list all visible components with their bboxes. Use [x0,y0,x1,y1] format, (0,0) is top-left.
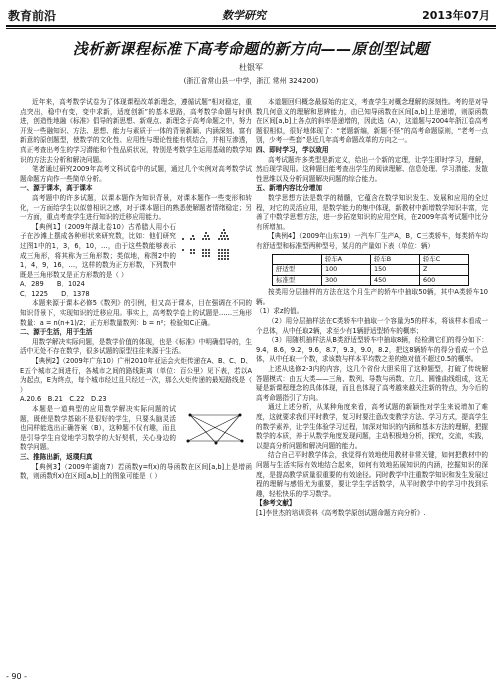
article-affiliation: (浙江省常山县一中学，浙江 常州 324200) [183,77,319,85]
table-cell: 150 [371,265,420,276]
section-heading-4: 四、即时学习，学以致用 [256,145,329,154]
figure-dot [226,235,228,237]
figure-dot [224,249,226,251]
reference-item: [1]李世杰的培训资料《高考数学原创试题命题方向分析》. [256,508,426,517]
figure-dot [202,255,204,257]
table-cell: 600 [420,275,469,286]
figure-dot [224,238,226,240]
header-rule-thin [6,28,496,29]
figure-dot [182,238,184,240]
table-cell: 标准型 [273,275,322,286]
figure-dot [221,238,223,240]
production-table [272,254,469,287]
left-para-12: 本题是一道典型的应用数学解决实际问题的试题，既使是数学基础不是很好的学生，只要头脑灵活也同样能选出正确答案（B），这种题不仅有趣，而且是引导学生自觉地学习数学的大好契机，关心身边的数学问题。 [20,405,176,452]
section-heading-5: 五、新增内容比分增加 [256,184,322,193]
header-left: 教育前沿 [8,9,57,23]
figure-dot [218,249,220,251]
figure-dot [208,255,210,257]
route-figure [180,405,252,451]
choice-line-1: A．289 B．1024 [20,280,85,289]
figure-dot [205,252,207,254]
figure-dot [224,252,226,254]
article-title: 浅析新课程标准下高考命题的新方向——原创型试题 [72,40,430,58]
figure-dot [221,258,223,260]
figure-dot [227,252,229,254]
table-row [273,265,469,276]
figure-dot [207,235,209,237]
figure-dot [190,249,192,251]
page-number: - 90 - [6,672,28,681]
figure-dot [227,255,229,257]
route-graph [180,405,252,451]
figure-dot [220,235,222,237]
figure-dot [223,229,225,231]
figure-dot [190,238,192,240]
left-para-7: 本题来源于课本必修5《数列》的引例，但又高于课本，目在强调在不同的知识背景下，实现知识的迁移应用。事实上，高考数学卷上的试题是……三角形数量：a = n(n+1)/2；正方形数量数列：b = n²；检验知C正确。 [20,299,252,327]
left-para-1: 笔者通过研究2009年高考文科试卷中的试题，通过几个实例对高考数学试题命题方向作一些简单分析。 [20,165,252,183]
table-header-cell [273,254,322,265]
left-para-0: 近年来，高考数学试卷为了体现课程改革新理念，遵循试题“相对稳定，重点突出，稳中有变，变中求新，适度创新”的基本思路，高考数学命题与时俱进，创造性地融《标准》倡导的新思想、新观点、新理念于高考命题之中，努力开发一些融知识、方法、思想、能力与素质于一体的背景新颖、内涵深刻、富有新意的原创题型，使数学的文化性、应用性与理论性能有机结合，并相互渗透，真正考查出考生的学习潜能和个性品质状况，特别是考数学生运用基础的数学知识的方法去分析和解决问题。 [20,98,252,164]
left-para-10: 【典例2】（2009年广东10）广州2010年亚运会火炬传递在A、B、C、D、E五个城市之间进行，各城市之间的路线距离（单位：百公里）见下表，若以A为起点，E为终点，每个城市经过且只经过一次，那么火炬传递的最短路线是（ ） [20,357,252,394]
right-para-4: 数学思想方法是数学的精髓，它蕴含在数学知识发生、发展和应用的全过程，对它的灵活应用，是数学能力的集中体现，新教材中新增数学知识丰富，完善了中数学思想方法，进一步拓宽知识的应用空间，在2009年高考试题中比分有所增加。 [256,193,488,231]
right-para-7: （1）求z的值。 [256,307,304,316]
figure-dot [202,252,204,254]
table-cell: 100 [322,265,371,276]
figure-dot [193,249,195,251]
figure-dot [193,252,195,254]
figure-dot [224,255,226,257]
right-para-5: 【典例4】（2009年山东19）一汽车厂生产A，B，C三类轿车，每类轿车均有舒适型和标准型两种型号，某月的产量如下表（单位：辆） [256,232,488,250]
table-cell: 舒适型 [273,265,322,276]
figure-dot [193,238,195,240]
figure-dot [205,232,207,234]
left-column [20,98,252,482]
header-rule [6,25,496,27]
section-heading-1: 一、源于课本，高于课本 [20,184,93,193]
figure-dot [208,252,210,254]
section-heading-2: 二、源于生活，用于生活 [20,328,93,337]
figure-dot [218,238,220,240]
figure-dot [205,238,207,240]
right-para-6: 按类用分层抽样的方法在这个月生产的轿车中抽取50辆，其中A类轿车10辆。 [256,288,488,306]
table-header-cell: 轿车B [371,254,420,265]
figure-dot [218,258,220,260]
right-para-12: 结合自己平时教学体会，我觉得有效地使用教材非常关键，如何把教材中的问题与生活实际有效地结合起来，如何有效地拓展知识的内涵，挖掘知识的深度，是提高教学质量很重要的有效途径。同时教学中注重数学知识和发生发展过程的理解与感悟尤为重要，要让学生学活数学，从平时教学中的学习中找到乐趣，轻松快乐的学习数学。 [256,451,488,498]
choice-line-2: C．1225 D．1378 [20,289,90,298]
figure-dot [204,235,206,237]
figure-dot [221,232,223,234]
header-right: 2013年07月 [422,9,490,22]
table-cell: Z [420,265,469,276]
table-cell: 300 [322,275,371,286]
figure-dot [208,249,210,251]
figure-dot [221,252,223,254]
figure-dot [218,252,220,254]
figure-dot [224,232,226,234]
article-author: 杜银军 [239,63,263,72]
references-heading: 【参考文献】 [256,499,296,508]
table-row [273,275,469,286]
figure-dot [208,238,210,240]
figure-dot [223,235,225,237]
table-cell: 450 [371,275,420,286]
figure-dot [202,238,204,240]
right-para-9: （3）用随机抽样法从B类舒适型轿车中抽取8辆，经检测它们的得分如下：9.4，8.6，9.2，9.6，8.7，9.3，9.0，8.2，把这8辆轿车的得分看成一个总体，从中任取一个数，求该数与样本平均数之差的绝对值不超过0.5的概率。 [256,336,488,364]
left-para-9: 用数学解决实际问题，是数学价值的体现，也是《标准》中明确倡导的，生活中无处不存在数学，很多试题的原型往往来源于生活。 [20,337,252,356]
figure-dot [190,252,192,254]
figure-dot [227,258,229,260]
right-para-2: 高考试题许多类型是新定义，给出一个新的定理，让学生即时学习，理解，然后现学现用。这种题目能考查出学生的阅读理解、信息处理、学习潜能、发散性思维以及分析问题解决问题的综合能力。 [256,155,488,183]
figure-dot [202,249,204,251]
figure-dot [221,255,223,257]
header-center: 数学研究 [222,9,266,22]
page-header [6,6,496,24]
dot-figure [180,223,252,263]
right-para-0: 本道题回归概念最原始的定义，考查学生对概念理解的深刻性。考的是对导数几何意义的理解和思辨能力，由已知导函数在区间[a,b]上是递增，则原函数在区间[a,b]上各点的斜率是递增的，因此选（A），这道题与2004年浙江卷高考题很相似，很好地体现了：“老题新编，新题不怪”的高考命题原则，“老考一点别，少考一些套”是近几年高考命题改革的方向之一。 [256,98,488,145]
right-para-8: （2）用分层抽样法在C类轿车中抽取一个容量为5的样本，将该样本看成一个总体，从中任取2辆，求至少有1辆舒适型轿车的概率； [256,317,488,335]
table-header-row [273,254,469,265]
figure-dot [205,255,207,257]
right-column [256,98,488,519]
right-para-10: 上述从选修2-3内的内容，这几个省份大胆采用了这种题型，打破了传统解答题模式：由五大类——三角、数列、导数与函数、立几、圆锥曲线组成，这无疑是新课程理念的具体体现，而且也体现了高考越来越关注新的特点，为今后的高考命题指引了方向。 [256,365,488,402]
figure-dot [205,249,207,251]
table-header-cell: 轿车A [322,254,371,265]
left-para-3: 高考题中的许多试题，以课本题作为知识背景，对课本题作一些变形和转化，一方面给学生以似曾相识之感，对于课本题目的熟悉使解题者情绪稳定；另一方面，重点考查学生进行知识的迁移应用能力。 [20,193,252,222]
table-header-cell: 轿车C [420,254,469,265]
left-para-14: 【典例3】（2009年湖南7）若函数y=f(x)的导函数在区间[a,b]上是增函数，则函数f(x)在区间[a,b]上的图象可能是（ ） [20,462,252,481]
figure-dot [218,255,220,257]
figure-dot [192,235,194,237]
section-heading-3: 三、推陈出新，返璞归真 [20,452,93,461]
choice-line-3: A.20.6 B.21 C.22 D.23 [20,395,107,404]
figure-dot [227,238,229,240]
figure-dot [227,249,229,251]
left-para-4: 【典例1】（2009年湖北卷10）古希腊人用小石子在沙滩上摆成各种形状来研究数，比如：他们研究过图1中的1，3，6，10，…，由于这些数能够表示成三角形，将其称为三角形数；类似地，称图2中的1，4，9，16，…，这样的数为正方形数，下列数中既是三角形数又是正方形数的是（ ） [20,222,176,279]
figure-dot [182,249,184,251]
figure-dot [224,258,226,260]
figure-dot [221,249,223,251]
right-para-11: 通过上述分析，从某种角度来看，高考试题的新颖性对学生来说增加了难度，这就要求我们平时教学，复习时要注意改变教学方法、学习方式，提高学生的数学素养，让学生体验学习过程，加深对知识的内涵和基本方法的理解，把握数学的本质，养于从数学角度发现问题，主动积极地分析，探究，交流，实践，以提高分析问题和解决问题的能力。 [256,403,488,450]
